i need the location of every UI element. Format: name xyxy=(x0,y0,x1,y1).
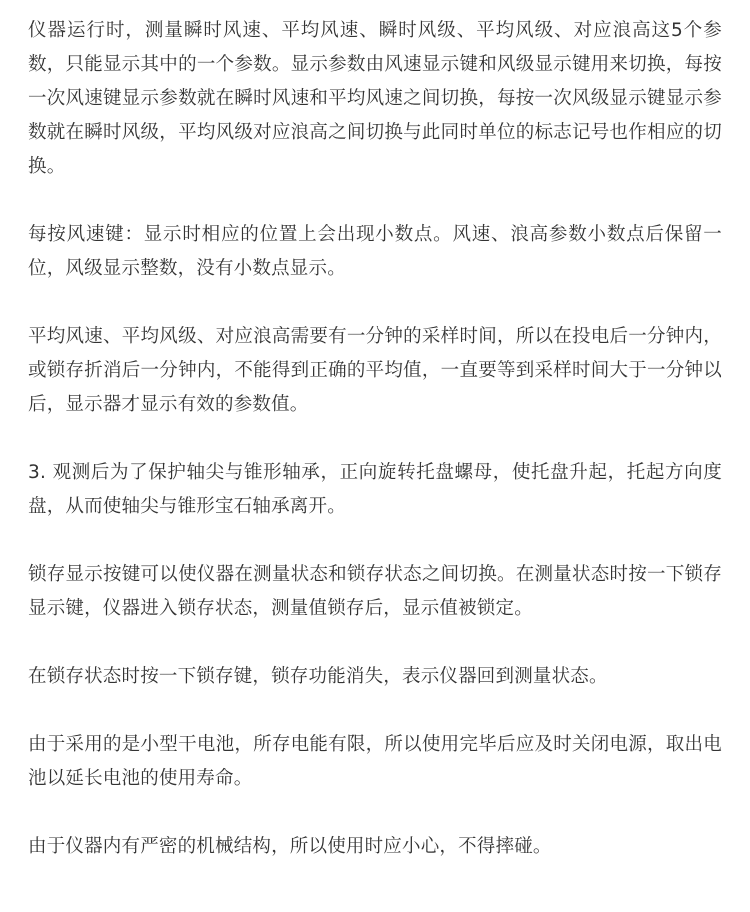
paragraph-operation: 仪器运行时，测量瞬时风速、平均风速、瞬时风级、平均风级、对应浪高这5个参数，只能显示其中的一个参数。显示参数由风速显示键和风级显示键用来切换，每按一次风速键显示参数就在瞬时风速和平均风速之间切换，每按一次风级显示键显示参数就在瞬时风级，平均风级对应浪高之间切换与此同时单位的标志记号也作相应的切换。 xyxy=(28,20,722,177)
paragraph-battery: 由于采用的是小型干电池，所存电能有限，所以使用完毕后应及时关闭电源，取出电池以延长电池的使用寿命。 xyxy=(28,734,722,789)
paragraph-wind-speed-key: 每按风速键：显示时相应的位置上会出现小数点。风速、浪高参数小数点后保留一位，风级显示整数，没有小数点显示。 xyxy=(28,224,722,279)
paragraph-averaging: 平均风速、平均风级、对应浪高需要有一分钟的采样时间，所以在投电后一分钟内，或锁存折消后一分钟内，不能得到正确的平均值，一直要等到采样时间大于一分钟以后，显示器才显示有效的参数值。 xyxy=(28,326,722,415)
document-body xyxy=(28,14,722,864)
paragraph-handling: 由于仪器内有严密的机械结构，所以使用时应小心，不得摔碰。 xyxy=(28,836,552,857)
paragraph-latch-release: 在锁存状态时按一下锁存键，锁存功能消失，表示仪器回到测量状态。 xyxy=(28,666,608,687)
paragraph-latch-display: 锁存显示按键可以使仪器在测量状态和锁存状态之间切换。在测量状态时按一下锁存显示键，仪器进入锁存状态，测量值锁存后，显示值被锁定。 xyxy=(28,564,722,619)
paragraph-after-observation: 3. 观测后为了保护轴尖与锥形轴承，正向旋转托盘螺母，使托盘升起，托起方向度盘，从而使轴尖与锥形宝石轴承离开。 xyxy=(28,462,722,517)
